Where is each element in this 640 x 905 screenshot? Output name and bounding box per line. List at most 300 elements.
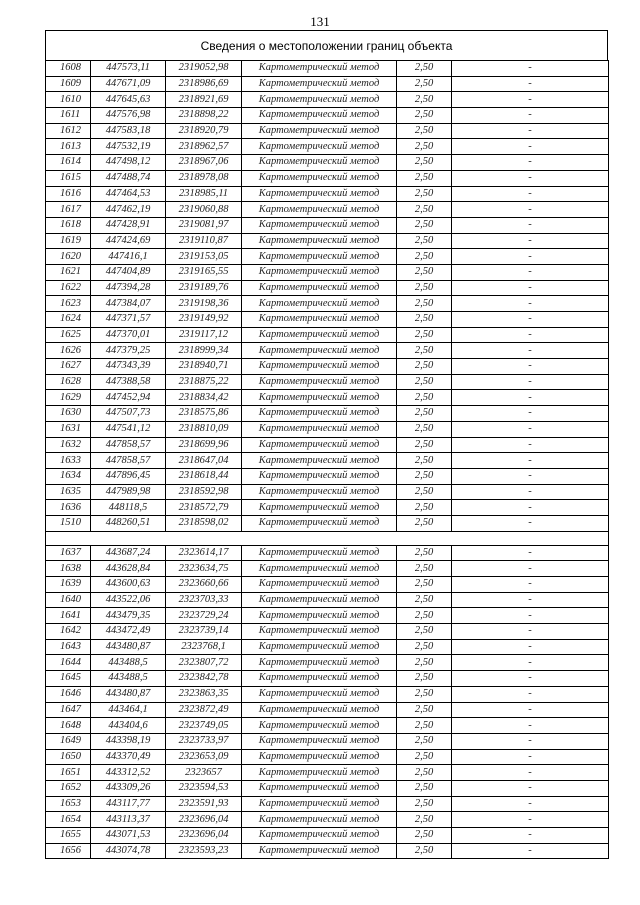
method-cell: Картометрический метод bbox=[242, 733, 397, 749]
coord-x-cell: 443398,19 bbox=[91, 733, 166, 749]
method-cell: Картометрический метод bbox=[242, 264, 397, 280]
description-cell: - bbox=[452, 718, 609, 734]
table-row bbox=[46, 280, 609, 296]
table-row bbox=[46, 686, 609, 702]
method-cell: Картометрический метод bbox=[242, 639, 397, 655]
coord-x-cell: 443071,53 bbox=[91, 828, 166, 844]
point-number-cell: 1629 bbox=[46, 390, 91, 406]
point-number-cell: 1631 bbox=[46, 421, 91, 437]
table-row bbox=[46, 796, 609, 812]
method-cell: Картометрический метод bbox=[242, 296, 397, 312]
coord-x-cell: 447583,18 bbox=[91, 123, 166, 139]
description-cell: - bbox=[452, 202, 609, 218]
description-cell: - bbox=[452, 233, 609, 249]
point-number-cell: 1640 bbox=[46, 592, 91, 608]
coord-x-cell: 443113,37 bbox=[91, 812, 166, 828]
accuracy-cell: 2,50 bbox=[397, 624, 452, 640]
coord-x-cell: 447507,73 bbox=[91, 406, 166, 422]
method-cell: Картометрический метод bbox=[242, 484, 397, 500]
method-cell: Картометрический метод bbox=[242, 749, 397, 765]
method-cell: Картометрический метод bbox=[242, 406, 397, 422]
method-cell: Картометрический метод bbox=[242, 592, 397, 608]
method-cell: Картометрический метод bbox=[242, 437, 397, 453]
point-number-cell: 1644 bbox=[46, 655, 91, 671]
point-number-cell: 1616 bbox=[46, 186, 91, 202]
table-row bbox=[46, 76, 609, 92]
accuracy-cell: 2,50 bbox=[397, 468, 452, 484]
accuracy-cell: 2,50 bbox=[397, 76, 452, 92]
description-cell: - bbox=[452, 421, 609, 437]
coord-x-cell: 447394,28 bbox=[91, 280, 166, 296]
table-row bbox=[46, 812, 609, 828]
coord-x-cell: 447858,57 bbox=[91, 437, 166, 453]
method-cell: Картометрический метод bbox=[242, 796, 397, 812]
coord-y-cell: 2323657 bbox=[166, 765, 242, 781]
coord-y-cell: 2318575,86 bbox=[166, 406, 242, 422]
method-cell: Картометрический метод bbox=[242, 61, 397, 77]
accuracy-cell: 2,50 bbox=[397, 796, 452, 812]
point-number-cell: 1609 bbox=[46, 76, 91, 92]
table-row bbox=[46, 780, 609, 796]
coord-y-cell: 2323863,35 bbox=[166, 686, 242, 702]
coord-y-cell: 2319198,36 bbox=[166, 296, 242, 312]
accuracy-cell: 2,50 bbox=[397, 280, 452, 296]
coord-x-cell: 447541,12 bbox=[91, 421, 166, 437]
coord-y-cell: 2318598,02 bbox=[166, 515, 242, 531]
coord-y-cell: 2318592,98 bbox=[166, 484, 242, 500]
accuracy-cell: 2,50 bbox=[397, 828, 452, 844]
table-row bbox=[46, 155, 609, 171]
accuracy-cell: 2,50 bbox=[397, 327, 452, 343]
method-cell: Картометрический метод bbox=[242, 312, 397, 328]
point-number-cell: 1626 bbox=[46, 343, 91, 359]
description-cell: - bbox=[452, 671, 609, 687]
coord-x-cell: 443404,6 bbox=[91, 718, 166, 734]
table-row bbox=[46, 108, 609, 124]
coord-x-cell: 447371,57 bbox=[91, 312, 166, 328]
coord-x-cell: 443312,52 bbox=[91, 765, 166, 781]
description-cell: - bbox=[452, 61, 609, 77]
coord-x-cell: 447343,39 bbox=[91, 359, 166, 375]
description-cell: - bbox=[452, 249, 609, 265]
table-row bbox=[46, 624, 609, 640]
method-cell: Картометрический метод bbox=[242, 139, 397, 155]
coord-x-cell: 447573,11 bbox=[91, 61, 166, 77]
coord-y-cell: 2323696,04 bbox=[166, 828, 242, 844]
method-cell: Картометрический метод bbox=[242, 327, 397, 343]
method-cell: Картометрический метод bbox=[242, 280, 397, 296]
table-row bbox=[46, 561, 609, 577]
coord-x-cell: 447858,57 bbox=[91, 453, 166, 469]
method-cell: Картометрический метод bbox=[242, 108, 397, 124]
accuracy-cell: 2,50 bbox=[397, 61, 452, 77]
description-cell: - bbox=[452, 608, 609, 624]
accuracy-cell: 2,50 bbox=[397, 561, 452, 577]
accuracy-cell: 2,50 bbox=[397, 296, 452, 312]
spacer-row bbox=[46, 531, 609, 545]
coord-y-cell: 2318647,04 bbox=[166, 453, 242, 469]
boundary-coordinates-table bbox=[45, 30, 608, 859]
accuracy-cell: 2,50 bbox=[397, 545, 452, 561]
coord-x-cell: 447896,45 bbox=[91, 468, 166, 484]
coordinates-grid bbox=[45, 60, 609, 859]
method-cell: Картометрический метод bbox=[242, 812, 397, 828]
coord-x-cell: 443309,26 bbox=[91, 780, 166, 796]
coord-y-cell: 2318962,57 bbox=[166, 139, 242, 155]
coord-y-cell: 2318810,09 bbox=[166, 421, 242, 437]
method-cell: Картометрический метод bbox=[242, 843, 397, 859]
table-row bbox=[46, 217, 609, 233]
point-number-cell: 1615 bbox=[46, 170, 91, 186]
table-row bbox=[46, 749, 609, 765]
coord-x-cell: 447645,63 bbox=[91, 92, 166, 108]
coord-y-cell: 2319052,98 bbox=[166, 61, 242, 77]
coord-y-cell: 2319117,12 bbox=[166, 327, 242, 343]
coord-y-cell: 2318940,71 bbox=[166, 359, 242, 375]
description-cell: - bbox=[452, 139, 609, 155]
description-cell: - bbox=[452, 264, 609, 280]
point-number-cell: 1611 bbox=[46, 108, 91, 124]
method-cell: Картометрический метод bbox=[242, 718, 397, 734]
method-cell: Картометрический метод bbox=[242, 249, 397, 265]
table-row bbox=[46, 312, 609, 328]
table-row bbox=[46, 484, 609, 500]
point-number-cell: 1646 bbox=[46, 686, 91, 702]
description-cell: - bbox=[452, 515, 609, 531]
method-cell: Картометрический метод bbox=[242, 765, 397, 781]
point-number-cell: 1619 bbox=[46, 233, 91, 249]
description-cell: - bbox=[452, 108, 609, 124]
coord-y-cell: 2323593,23 bbox=[166, 843, 242, 859]
description-cell: - bbox=[452, 500, 609, 516]
point-number-cell: 1655 bbox=[46, 828, 91, 844]
accuracy-cell: 2,50 bbox=[397, 155, 452, 171]
method-cell: Картометрический метод bbox=[242, 780, 397, 796]
table-row bbox=[46, 500, 609, 516]
coord-x-cell: 447452,94 bbox=[91, 390, 166, 406]
coord-x-cell: 448260,51 bbox=[91, 515, 166, 531]
coord-x-cell: 443488,5 bbox=[91, 671, 166, 687]
accuracy-cell: 2,50 bbox=[397, 608, 452, 624]
description-cell: - bbox=[452, 76, 609, 92]
description-cell: - bbox=[452, 780, 609, 796]
method-cell: Картометрический метод bbox=[242, 608, 397, 624]
coord-x-cell: 447462,19 bbox=[91, 202, 166, 218]
coord-y-cell: 2323733,97 bbox=[166, 733, 242, 749]
method-cell: Картометрический метод bbox=[242, 655, 397, 671]
coord-x-cell: 447671,09 bbox=[91, 76, 166, 92]
method-cell: Картометрический метод bbox=[242, 421, 397, 437]
point-number-cell: 1653 bbox=[46, 796, 91, 812]
description-cell: - bbox=[452, 812, 609, 828]
coord-y-cell: 2323660,66 bbox=[166, 577, 242, 593]
table-row bbox=[46, 828, 609, 844]
description-cell: - bbox=[452, 280, 609, 296]
description-cell: - bbox=[452, 592, 609, 608]
coord-x-cell: 443480,87 bbox=[91, 686, 166, 702]
accuracy-cell: 2,50 bbox=[397, 686, 452, 702]
accuracy-cell: 2,50 bbox=[397, 92, 452, 108]
description-cell: - bbox=[452, 296, 609, 312]
accuracy-cell: 2,50 bbox=[397, 343, 452, 359]
point-number-cell: 1621 bbox=[46, 264, 91, 280]
method-cell: Картометрический метод bbox=[242, 468, 397, 484]
coord-x-cell: 443472,49 bbox=[91, 624, 166, 640]
coord-y-cell: 2323653,09 bbox=[166, 749, 242, 765]
coord-y-cell: 2323614,17 bbox=[166, 545, 242, 561]
coord-y-cell: 2318967,06 bbox=[166, 155, 242, 171]
coord-x-cell: 447428,91 bbox=[91, 217, 166, 233]
accuracy-cell: 2,50 bbox=[397, 812, 452, 828]
coord-y-cell: 2319060,88 bbox=[166, 202, 242, 218]
coord-x-cell: 447370,01 bbox=[91, 327, 166, 343]
method-cell: Картометрический метод bbox=[242, 92, 397, 108]
point-number-cell: 1614 bbox=[46, 155, 91, 171]
coord-x-cell: 443117,77 bbox=[91, 796, 166, 812]
method-cell: Картометрический метод bbox=[242, 500, 397, 516]
coord-y-cell: 2323703,33 bbox=[166, 592, 242, 608]
table-row bbox=[46, 608, 609, 624]
table-row bbox=[46, 390, 609, 406]
method-cell: Картометрический метод bbox=[242, 686, 397, 702]
description-cell: - bbox=[452, 765, 609, 781]
description-cell: - bbox=[452, 374, 609, 390]
method-cell: Картометрический метод bbox=[242, 702, 397, 718]
point-number-cell: 1628 bbox=[46, 374, 91, 390]
point-number-cell: 1641 bbox=[46, 608, 91, 624]
coord-y-cell: 2323696,04 bbox=[166, 812, 242, 828]
coord-x-cell: 443480,87 bbox=[91, 639, 166, 655]
accuracy-cell: 2,50 bbox=[397, 437, 452, 453]
description-cell: - bbox=[452, 686, 609, 702]
coord-y-cell: 2318699,96 bbox=[166, 437, 242, 453]
description-cell: - bbox=[452, 327, 609, 343]
method-cell: Картометрический метод bbox=[242, 624, 397, 640]
coord-y-cell: 2319189,76 bbox=[166, 280, 242, 296]
point-number-cell: 1651 bbox=[46, 765, 91, 781]
point-number-cell: 1622 bbox=[46, 280, 91, 296]
coord-y-cell: 2319149,92 bbox=[166, 312, 242, 328]
table-row bbox=[46, 374, 609, 390]
point-number-cell: 1639 bbox=[46, 577, 91, 593]
point-number-cell: 1633 bbox=[46, 453, 91, 469]
accuracy-cell: 2,50 bbox=[397, 639, 452, 655]
coord-x-cell: 443687,24 bbox=[91, 545, 166, 561]
accuracy-cell: 2,50 bbox=[397, 671, 452, 687]
coord-y-cell: 2318985,11 bbox=[166, 186, 242, 202]
point-number-cell: 1612 bbox=[46, 123, 91, 139]
description-cell: - bbox=[452, 406, 609, 422]
coord-x-cell: 447379,25 bbox=[91, 343, 166, 359]
accuracy-cell: 2,50 bbox=[397, 592, 452, 608]
description-cell: - bbox=[452, 796, 609, 812]
accuracy-cell: 2,50 bbox=[397, 123, 452, 139]
table-row bbox=[46, 577, 609, 593]
method-cell: Картометрический метод bbox=[242, 170, 397, 186]
table-section-2 bbox=[46, 545, 609, 859]
accuracy-cell: 2,50 bbox=[397, 500, 452, 516]
coord-x-cell: 448118,5 bbox=[91, 500, 166, 516]
description-cell: - bbox=[452, 749, 609, 765]
coord-y-cell: 2319165,55 bbox=[166, 264, 242, 280]
coord-y-cell: 2319153,05 bbox=[166, 249, 242, 265]
description-cell: - bbox=[452, 170, 609, 186]
method-cell: Картометрический метод bbox=[242, 186, 397, 202]
method-cell: Картометрический метод bbox=[242, 217, 397, 233]
point-number-cell: 1610 bbox=[46, 92, 91, 108]
table-row bbox=[46, 639, 609, 655]
method-cell: Картометрический метод bbox=[242, 828, 397, 844]
coord-x-cell: 447384,07 bbox=[91, 296, 166, 312]
point-number-cell: 1652 bbox=[46, 780, 91, 796]
table-row bbox=[46, 123, 609, 139]
description-cell: - bbox=[452, 828, 609, 844]
coord-y-cell: 2323749,05 bbox=[166, 718, 242, 734]
description-cell: - bbox=[452, 312, 609, 328]
description-cell: - bbox=[452, 561, 609, 577]
table-row bbox=[46, 249, 609, 265]
coord-x-cell: 443464,1 bbox=[91, 702, 166, 718]
coord-y-cell: 2318875,22 bbox=[166, 374, 242, 390]
table-row bbox=[46, 233, 609, 249]
table-row bbox=[46, 92, 609, 108]
accuracy-cell: 2,50 bbox=[397, 374, 452, 390]
point-number-cell: 1649 bbox=[46, 733, 91, 749]
method-cell: Картометрический метод bbox=[242, 343, 397, 359]
coord-x-cell: 443074,78 bbox=[91, 843, 166, 859]
point-number-cell: 1648 bbox=[46, 718, 91, 734]
point-number-cell: 1642 bbox=[46, 624, 91, 640]
accuracy-cell: 2,50 bbox=[397, 217, 452, 233]
description-cell: - bbox=[452, 577, 609, 593]
coord-y-cell: 2318978,08 bbox=[166, 170, 242, 186]
table-row bbox=[46, 733, 609, 749]
coord-y-cell: 2323739,14 bbox=[166, 624, 242, 640]
table-row bbox=[46, 437, 609, 453]
table-row bbox=[46, 406, 609, 422]
coord-y-cell: 2323768,1 bbox=[166, 639, 242, 655]
description-cell: - bbox=[452, 624, 609, 640]
table-title: Сведения о местоположении границ объекта bbox=[45, 30, 608, 60]
accuracy-cell: 2,50 bbox=[397, 264, 452, 280]
table-row bbox=[46, 296, 609, 312]
point-number-cell: 1630 bbox=[46, 406, 91, 422]
coord-y-cell: 2323591,93 bbox=[166, 796, 242, 812]
coord-x-cell: 447424,69 bbox=[91, 233, 166, 249]
accuracy-cell: 2,50 bbox=[397, 249, 452, 265]
description-cell: - bbox=[452, 437, 609, 453]
description-cell: - bbox=[452, 655, 609, 671]
accuracy-cell: 2,50 bbox=[397, 186, 452, 202]
description-cell: - bbox=[452, 453, 609, 469]
point-number-cell: 1613 bbox=[46, 139, 91, 155]
section-spacer bbox=[46, 531, 609, 545]
accuracy-cell: 2,50 bbox=[397, 484, 452, 500]
coord-x-cell: 443522,06 bbox=[91, 592, 166, 608]
description-cell: - bbox=[452, 843, 609, 859]
coord-x-cell: 447464,53 bbox=[91, 186, 166, 202]
description-cell: - bbox=[452, 733, 609, 749]
accuracy-cell: 2,50 bbox=[397, 453, 452, 469]
table-row bbox=[46, 671, 609, 687]
coord-x-cell: 443628,84 bbox=[91, 561, 166, 577]
method-cell: Картометрический метод bbox=[242, 359, 397, 375]
coord-x-cell: 447576,98 bbox=[91, 108, 166, 124]
point-number-cell: 1643 bbox=[46, 639, 91, 655]
coord-x-cell: 443370,49 bbox=[91, 749, 166, 765]
point-number-cell: 1632 bbox=[46, 437, 91, 453]
coord-y-cell: 2323872,49 bbox=[166, 702, 242, 718]
point-number-cell: 1625 bbox=[46, 327, 91, 343]
coord-x-cell: 443488,5 bbox=[91, 655, 166, 671]
table-row bbox=[46, 765, 609, 781]
coord-y-cell: 2323729,24 bbox=[166, 608, 242, 624]
coord-y-cell: 2323807,72 bbox=[166, 655, 242, 671]
coord-y-cell: 2319081,97 bbox=[166, 217, 242, 233]
table-row bbox=[46, 343, 609, 359]
coord-x-cell: 447532,19 bbox=[91, 139, 166, 155]
description-cell: - bbox=[452, 343, 609, 359]
coord-x-cell: 447388,58 bbox=[91, 374, 166, 390]
accuracy-cell: 2,50 bbox=[397, 406, 452, 422]
table-row bbox=[46, 515, 609, 531]
point-number-cell: 1636 bbox=[46, 500, 91, 516]
point-number-cell: 1650 bbox=[46, 749, 91, 765]
coord-y-cell: 2323634,75 bbox=[166, 561, 242, 577]
description-cell: - bbox=[452, 484, 609, 500]
description-cell: - bbox=[452, 155, 609, 171]
table-row bbox=[46, 421, 609, 437]
page-number: 131 bbox=[310, 14, 330, 29]
method-cell: Картометрический метод bbox=[242, 545, 397, 561]
accuracy-cell: 2,50 bbox=[397, 718, 452, 734]
description-cell: - bbox=[452, 545, 609, 561]
table-row bbox=[46, 843, 609, 859]
table-row bbox=[46, 186, 609, 202]
point-number-cell: 1627 bbox=[46, 359, 91, 375]
table-row bbox=[46, 453, 609, 469]
point-number-cell: 1634 bbox=[46, 468, 91, 484]
point-number-cell: 1637 bbox=[46, 545, 91, 561]
accuracy-cell: 2,50 bbox=[397, 577, 452, 593]
accuracy-cell: 2,50 bbox=[397, 233, 452, 249]
method-cell: Картометрический метод bbox=[242, 515, 397, 531]
method-cell: Картометрический метод bbox=[242, 155, 397, 171]
table-row bbox=[46, 61, 609, 77]
coord-y-cell: 2318834,42 bbox=[166, 390, 242, 406]
accuracy-cell: 2,50 bbox=[397, 139, 452, 155]
method-cell: Картометрический метод bbox=[242, 561, 397, 577]
accuracy-cell: 2,50 bbox=[397, 202, 452, 218]
point-number-cell: 1617 bbox=[46, 202, 91, 218]
table-row bbox=[46, 655, 609, 671]
method-cell: Картометрический метод bbox=[242, 202, 397, 218]
coord-x-cell: 447488,74 bbox=[91, 170, 166, 186]
table-row bbox=[46, 592, 609, 608]
table-row bbox=[46, 359, 609, 375]
table-row bbox=[46, 468, 609, 484]
table-row bbox=[46, 264, 609, 280]
coord-x-cell: 447416,1 bbox=[91, 249, 166, 265]
description-cell: - bbox=[452, 390, 609, 406]
accuracy-cell: 2,50 bbox=[397, 170, 452, 186]
table-row bbox=[46, 545, 609, 561]
accuracy-cell: 2,50 bbox=[397, 359, 452, 375]
point-number-cell: 1656 bbox=[46, 843, 91, 859]
point-number-cell: 1608 bbox=[46, 61, 91, 77]
coord-y-cell: 2319110,87 bbox=[166, 233, 242, 249]
description-cell: - bbox=[452, 186, 609, 202]
